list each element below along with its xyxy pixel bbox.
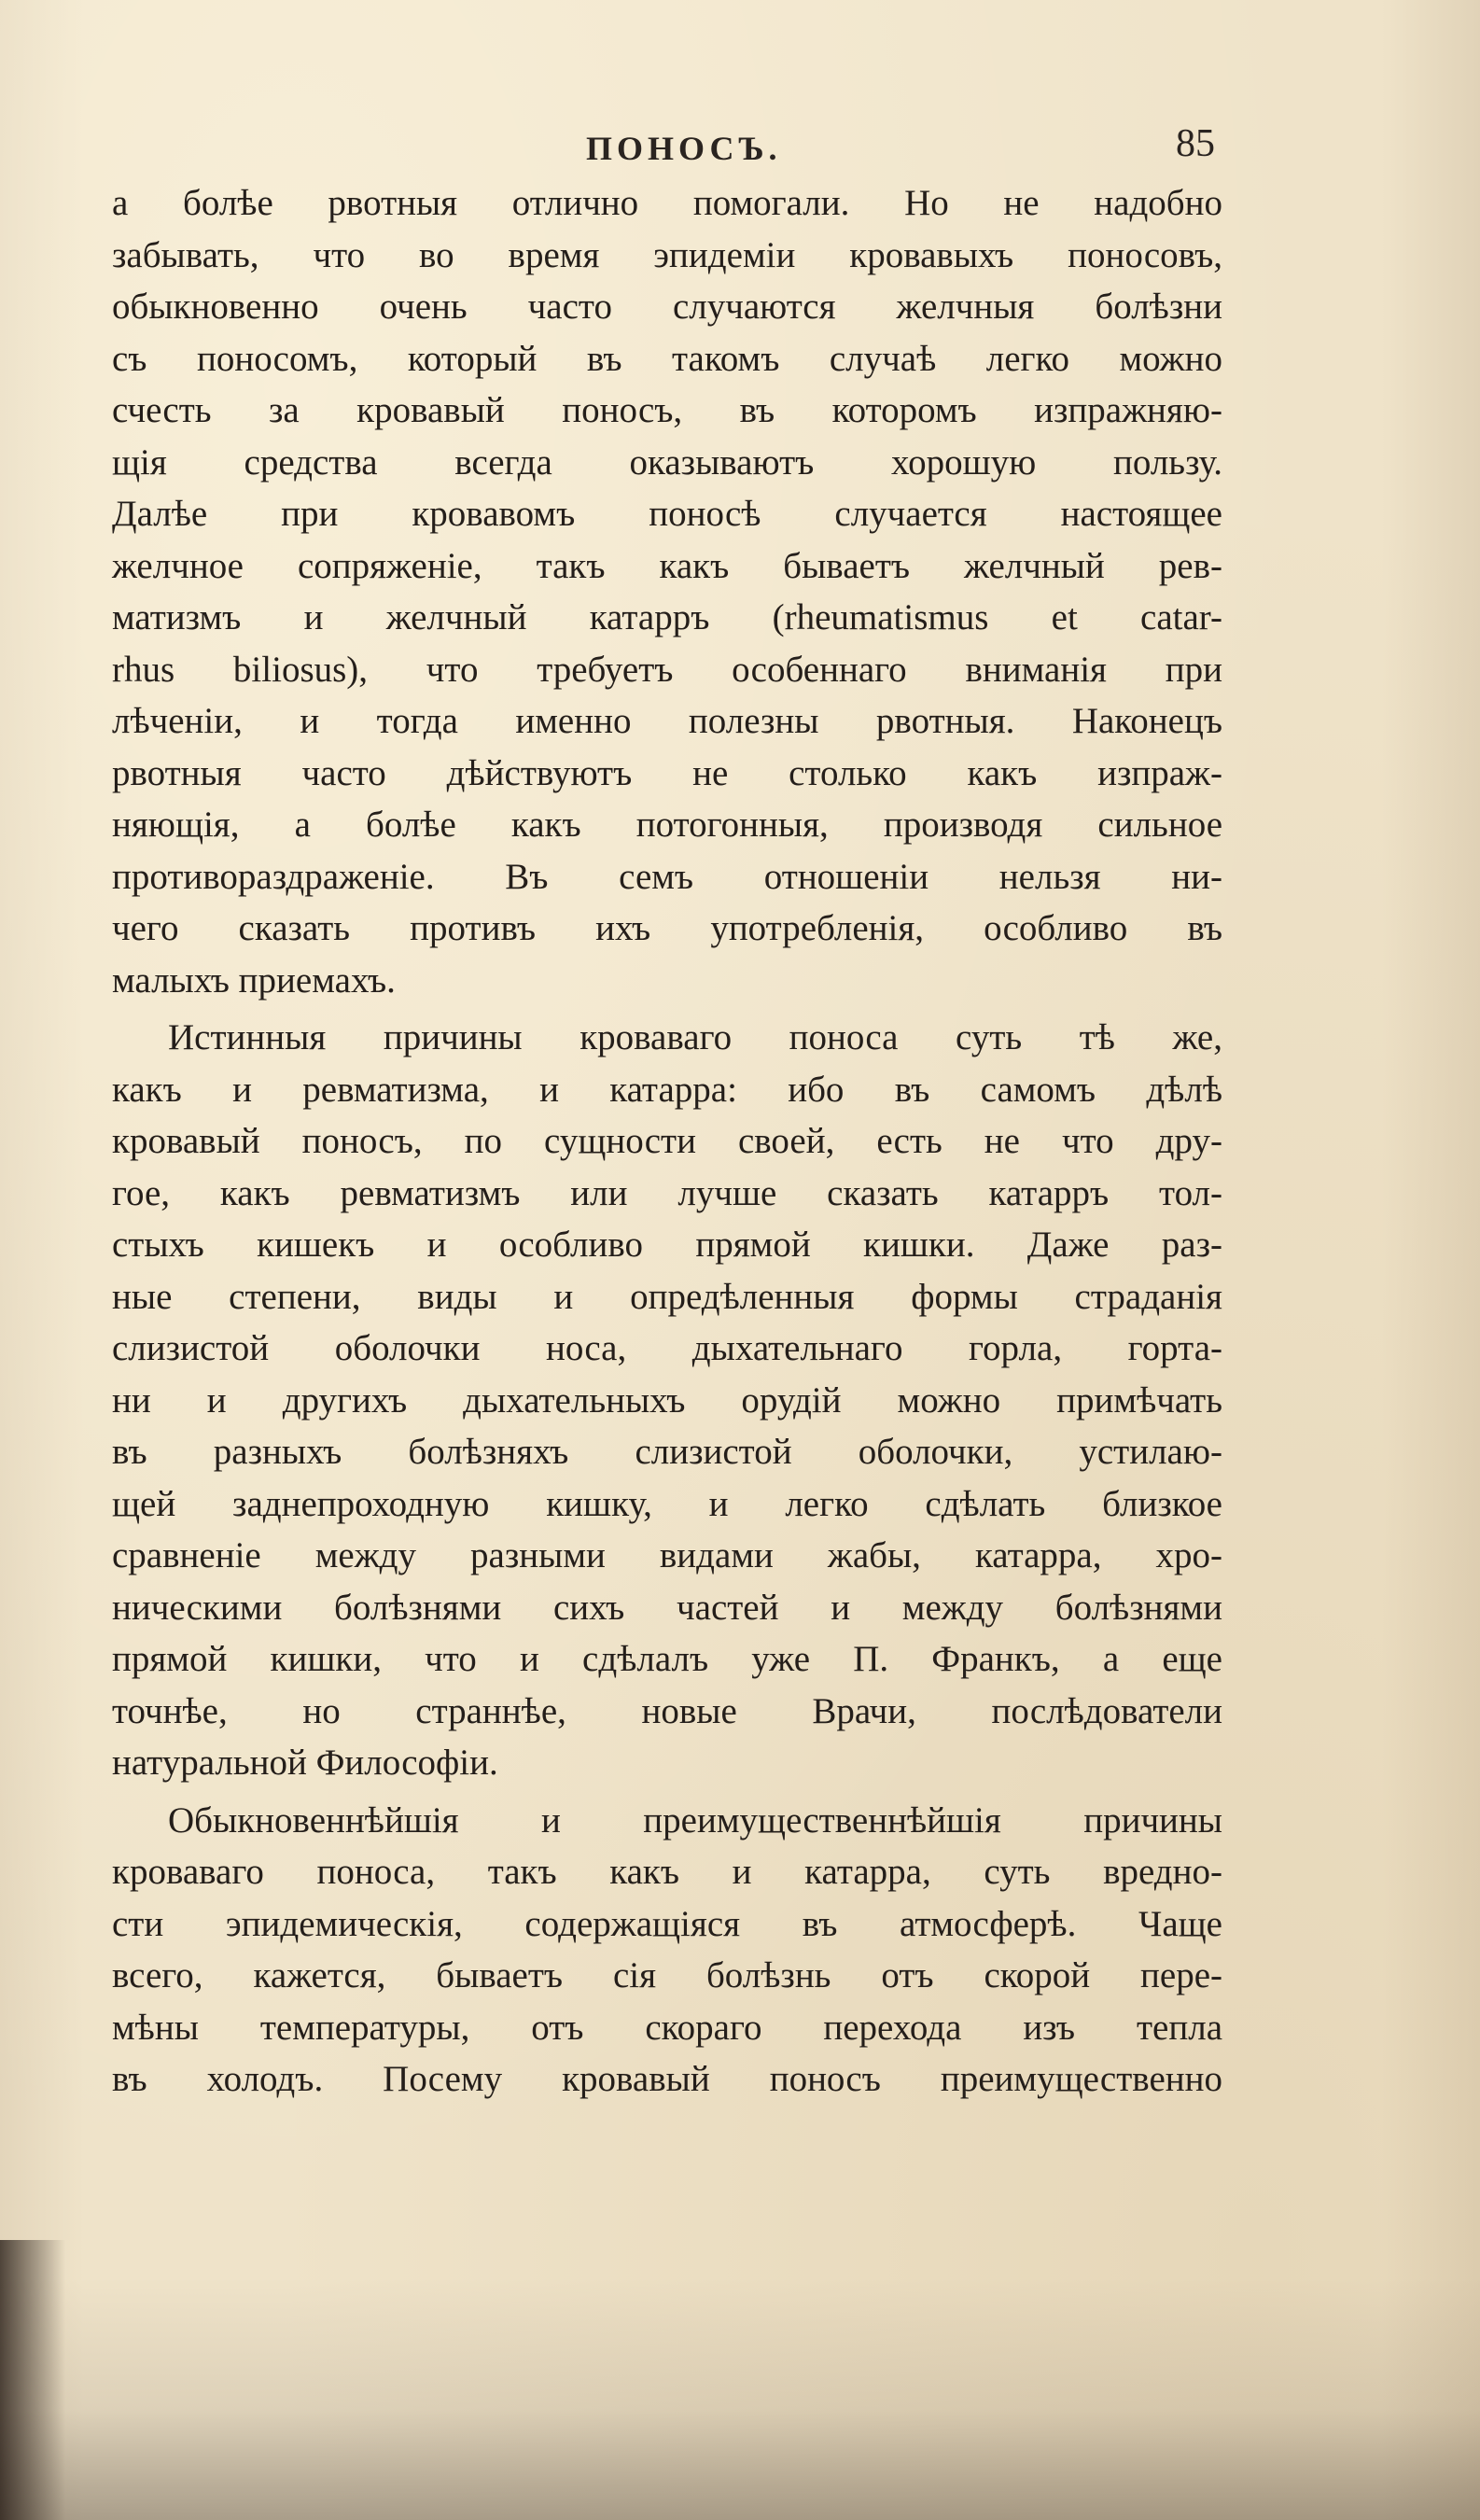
- spine-shadow: [0, 2240, 65, 2520]
- text-line: сравненіе между разными видами жабы, катарра, хро-: [112, 1535, 1222, 1575]
- text-line: рвотныя часто дѣйствуютъ не столько какъ изпраж-: [112, 752, 1222, 793]
- text-line: стыхъ кишекъ и особливо прямой кишки. Даже раз-: [112, 1225, 1222, 1265]
- text-line: слизистой оболочки носа, дыхательнаго горла, горта-: [112, 1328, 1222, 1368]
- paragraph-2: [112, 1012, 1222, 1789]
- running-head-title: ПОНОСЪ.: [586, 130, 782, 167]
- text-line: щей заднепроходную кишку, и легко сдѣлать близкое: [112, 1483, 1222, 1524]
- text-line: rhus biliosus), что требуетъ особеннаго вниманія при: [112, 649, 1222, 690]
- text-line: точнѣе, но страннѣе, новые Врачи, послѣдователи: [112, 1690, 1222, 1731]
- text-line: чего сказать противъ ихъ употребленія, особливо въ: [112, 908, 1222, 948]
- page-bottom-shadow: [0, 2277, 1480, 2520]
- body-text: [112, 177, 1222, 2106]
- text-line: щія средства всегда оказываютъ хорошую пользу.: [112, 441, 1222, 483]
- text-line: а болѣе рвотныя отлично помогали. Но не надобно: [112, 183, 1222, 223]
- text-line: какъ и ревматизма, и катарра: ибо въ самомъ дѣлѣ: [112, 1069, 1222, 1110]
- text-line: въ разныхъ болѣзняхъ слизистой оболочки, устилаю-: [112, 1432, 1222, 1472]
- text-line: съ поносомъ, который въ такомъ случаѣ легко можно: [112, 338, 1222, 379]
- text-line: ные степени, виды и опредѣленныя формы страданія: [112, 1276, 1222, 1317]
- text-line: Далѣе при кровавомъ поносѣ случается настоящее: [112, 494, 1222, 534]
- text-line: мѣны температуры, отъ скораго перехода изъ тепла: [112, 2007, 1222, 2048]
- text-line: малыхъ приемахъ.: [112, 959, 396, 1001]
- text-line: няющія, а болѣе какъ потогонныя, производя сильное: [112, 805, 1222, 845]
- text-line: въ холодъ. Посему кровавый поносъ преимущественно: [112, 2059, 1222, 2099]
- text-line: всего, кажется, бываетъ сія болѣзнь отъ скорой пере-: [112, 1955, 1222, 1995]
- text-line: кровавый поносъ, по сущности своей, есть не что дру-: [112, 1121, 1222, 1161]
- text-line: ническими болѣзнями сихъ частей и между болѣзнями: [112, 1587, 1222, 1628]
- text-line: матизмъ и желчный катарръ (rheumatismus et catar-: [112, 597, 1222, 637]
- text-line: натуральной Философіи.: [112, 1743, 498, 1783]
- text-line: лѣченіи, и тогда именно полезны рвотныя. Наконецъ: [112, 701, 1222, 741]
- text-line: обыкновенно очень часто случаются желчныя болѣзни: [112, 287, 1222, 327]
- text-line: забывать, что во время эпидеміи кровавыхъ поносовъ,: [112, 234, 1222, 275]
- text-line: прямой кишки, что и сдѣлалъ уже П. Франкъ, а еще: [112, 1639, 1222, 1679]
- running-head: [0, 122, 1480, 185]
- paragraph-1: [112, 177, 1222, 1006]
- text-line: желчное сопряженіе, такъ какъ бываетъ желчный рев-: [112, 545, 1222, 586]
- text-line: противораздраженіе. Въ семъ отношеніи нельзя ни-: [112, 856, 1222, 897]
- text-line: кроваваго поноса, такъ какъ и катарра, суть вредно-: [112, 1852, 1222, 1892]
- text-line: ни и другихъ дыхательныхъ орудій можно примѣчать: [112, 1379, 1222, 1421]
- page-number: 85: [1176, 122, 1215, 165]
- paragraph-3: [112, 1795, 1222, 2106]
- text-line: сти эпидемическія, содержащіяся въ атмосферѣ. Чаще: [112, 1903, 1222, 1944]
- text-line: Истинныя причины кроваваго поноса суть тѣ же,: [168, 1017, 1222, 1057]
- text-line: счесть за кровавый поносъ, въ которомъ изпражняю-: [112, 390, 1222, 430]
- text-line: Обыкновеннѣйшія и преимущественнѣйшія причины: [168, 1799, 1222, 1841]
- text-line: гое, какъ ревматизмъ или лучше сказать катарръ тол-: [112, 1172, 1222, 1213]
